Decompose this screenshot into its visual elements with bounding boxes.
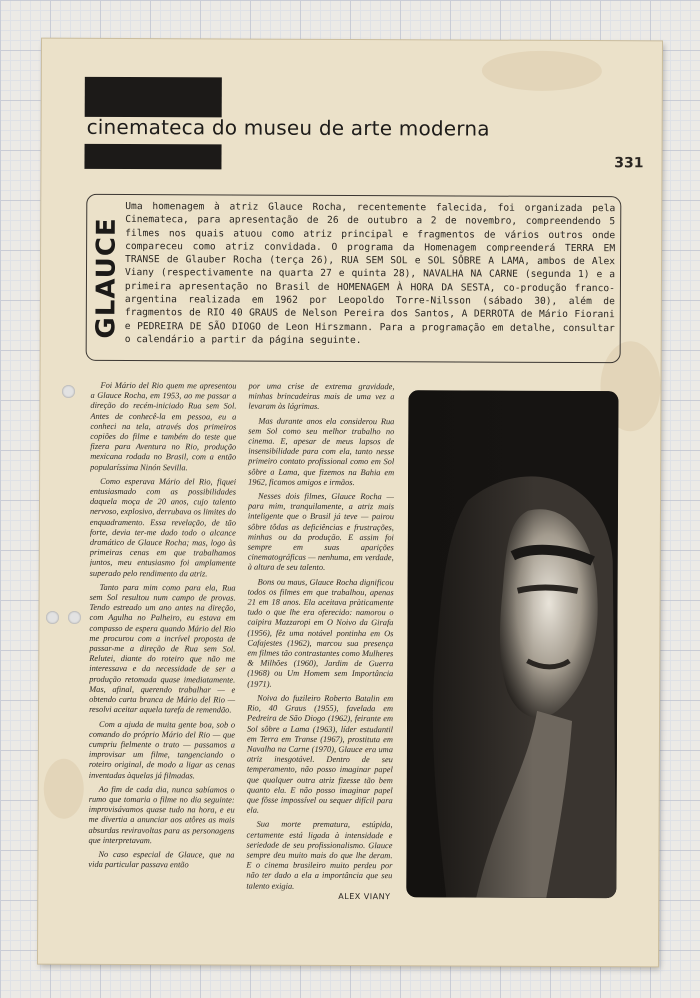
article-column-2 bbox=[246, 382, 394, 896]
paragraph: Com a ajuda de muita gente boa, sob o comando do próprio Mário del Rio — que cumpriu fielmente o trato — passamos a improvisar um filme, tangenciando o roteiro original, de modo a ligar as cenas inventadas àquelas já filmadas. bbox=[88, 719, 236, 780]
article-columns bbox=[88, 381, 395, 952]
feature-vertical-title bbox=[91, 203, 124, 353]
paragraph: Tanto para mim como para ela, Rua sem Sol resultou num campo de provas. Tendo estreado um ano antes na direção, com Agulha no Palheiro, eu estava em compasso de espera quando Mário del Rio me procurou com a incrível proposta de passar-me a direção de Rua sem Sol. Relutei, diante do roteiro que não me interessava e da necessidade de ser a produção retomada quase imediatamente. Mas, afinal, querendo trabalhar — e obtendo carta branca de Mário del Rio — resolvi aceitar aquela tarefa de remendão. bbox=[89, 582, 236, 715]
paragraph: por uma crise de extrema gravidade, minhas brincadeiras mais de uma vez a levaram às lágrimas. bbox=[248, 381, 395, 412]
header-bar-bottom bbox=[84, 144, 221, 170]
feature-title-text: GLAUCE bbox=[91, 217, 123, 339]
portrait-photo bbox=[406, 390, 618, 898]
punch-hole bbox=[68, 611, 81, 624]
article-column-1 bbox=[88, 381, 236, 875]
page-number: 331 bbox=[614, 155, 644, 172]
paragraph: Foi Mário del Rio quem me apresentou a Glauce Rocha, em 1953, ao me passar a direção do recém-iniciado Rua sem Sol. Antes de conhecê-la em pessoa, eu a conheci na tela, através dos primeiros copiões do filme e também do teste que fizera para Aventura no Rio, produção mexicana rodada no Brasil, com a então popularíssima Ninón Sevilla. bbox=[90, 380, 237, 472]
feature-box bbox=[86, 194, 622, 363]
punch-hole bbox=[62, 385, 75, 398]
page-title: cinemateca do museu de arte moderna bbox=[86, 114, 490, 141]
paragraph: Nesses dois filmes, Glauce Rocha — para mim, tranquilamente, a atriz mais inteligente que o Brasil já teve — pairou sôbre tôdas as deficiências e frustrações, minhas ou da produção. E assim foi sempre em suas aparições cinematográficas — nenhuma, em verdade, à altura de seu talento. bbox=[247, 491, 395, 573]
paragraph: No caso especial de Glauce, que na vida particular passava então bbox=[88, 849, 235, 870]
paragraph: Noiva do fuzileiro Roberto Batalin em Rio, 40 Graus (1955), favelada em Pedreira de São Diogo (1962), feirante em Sol sôbre a Lama (1963), líder estudantil em Terra em Transe (1967), prostituta em Navalha na Carne (1970), Glauce era uma atriz inesgotável. Dentro de seu temperamento, não posso imaginar papel que qualquer outra atriz fizesse tão bem quanto ela. E não posso imaginar papel que fôsse impossível ou sequer difícil para ela. bbox=[246, 693, 394, 815]
paragraph: Ao fim de cada dia, nunca sabíamos o rumo que tomaria o filme no dia seguinte: improvisávamos quase tudo na hora, e eu me divertia a anunciar aos atôres as mais absurdas reviravoltas para as personagens que interpretavam. bbox=[88, 784, 235, 845]
feature-text: Uma homenagem à atriz Glauce Rocha, recentemente falecida, foi organizada pela Cinemateca, para apresentação de 26 de outubro a 2 de novembro, compreendendo 5 filmes nos quais atuou como atriz principal e fragmentos de vários outros onde compareceu como atriz convidada. O programa da Homenagem compreenderá TERRA EM TRANSE de Glauber Rocha (terça 26), RUA SEM SOL e SOL SÔBRE A LAMA, ambos de Alex Viany (respectivamente na quarta 27 e quinta 28), NAVALHA NA CARNE (segunda 1) e a primeira apresentação no Brasil de HOMENAGEM À HORA DA SESTA, co-produção franco-argentina realizada em 1962 por Leopoldo Torre-Nilsson (sábado 30), além de fragmentos de RIO 40 GRAUS de Nelson Pereira dos Santos, A DERROTA de Mário Fiorani e PEDREIRA DE SÃO DIOGO de Leon Hirszmann. Para a programação em detalhe, consultar o calendário a partir da página seguinte. bbox=[124, 201, 616, 347]
paragraph: Sua morte prematura, estúpida, certamente está ligada à intensidade e seriedade de seu profissionalismo. Glauce sempre deu muito mais do que lhe deram. E o cinema brasileiro muito perdeu por não ter dado a ela a importância que seu talento exigia. bbox=[246, 819, 393, 891]
punch-hole bbox=[46, 611, 59, 624]
portrait-image bbox=[406, 390, 618, 898]
header-bar-top bbox=[85, 77, 222, 118]
paragraph: Bons ou maus, Glauce Rocha dignificou todos os filmes em que trabalhou, apenas 21 em 18 anos. Ela aceitava pràticamente tudo o que lhe era oferecido: namorou o caipira Mazzaropi em O Noivo da Girafa (1956), fêz uma notável pontinha em Os Cafajestes (1962), marcou sua presença em filmes tão contrastantes como Mulheres & Milhões (1960), Jardim de Guerra (1968) ou Um Homem sem Importância (1971). bbox=[247, 577, 394, 689]
newspaper-clipping bbox=[38, 39, 662, 967]
author-signature: ALEX VIANY bbox=[338, 891, 391, 902]
paragraph: Como esperava Mário del Rio, fiquei entusiasmado com as possibilidades daquela moça de 20 anos, cujo talento nervoso, explosivo, derrubava os limites do enquadramento. Essa revelação, de tão forte, devia ter-me dado todo o alcance dramático de Glauce Rocha; mas, logo às primeiras cenas em que trabalhamos juntos, meu entusiasmo foi amplamente superado pelo rendimento da atriz. bbox=[89, 476, 237, 579]
paragraph: Mas durante anos ela considerou Rua sem Sol como seu melhor trabalho no cinema. E, apesar de meus lapsos de insensibilidade para com ela, tanto nesse primeiro contato profissional como em Sol sôbre a Lama, que fizemos na Bahia em 1962, ficamos amigos e irmãos. bbox=[248, 416, 395, 487]
